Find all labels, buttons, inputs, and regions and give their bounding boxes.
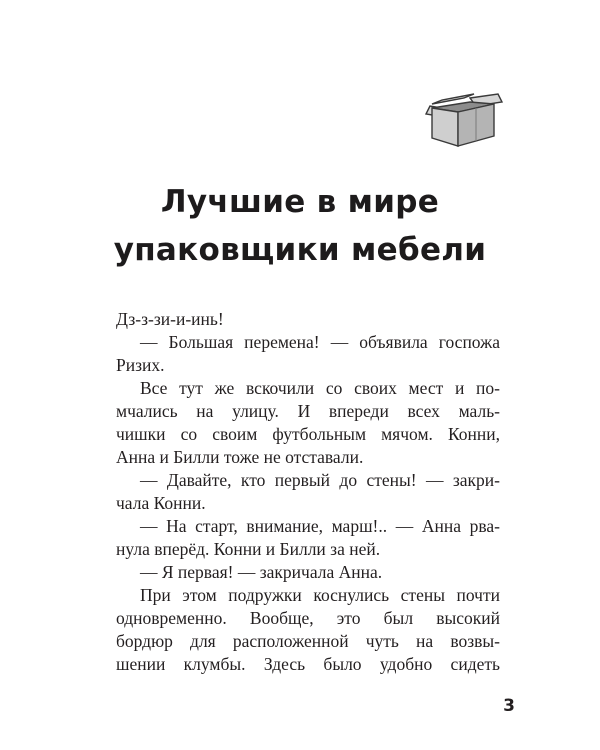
- cardboard-box-icon: [424, 92, 504, 150]
- text-line: — Давайте, кто первый до стены! — закри-: [140, 470, 500, 490]
- chapter-title-line-1: Лучшие в мире: [160, 184, 440, 220]
- text-line: бордюр для расположенной чуть на возвы-: [116, 631, 500, 651]
- text-line: одновременно. Вообще, это был высокий: [116, 608, 500, 628]
- chapter-title: [0, 178, 600, 274]
- page-number: 3: [503, 696, 515, 716]
- chapter-title-line-2: упаковщики мебели: [113, 232, 487, 268]
- text-line: — Большая перемена! — объявила госпожа: [140, 332, 500, 352]
- text-line: шении клумбы. Здесь было удобно сидеть: [116, 654, 500, 674]
- text-line: Ризих.: [116, 355, 165, 375]
- text-line: — На старт, внимание, марш!.. — Анна рва-: [140, 516, 500, 536]
- text-line: — Я первая! — закричала Анна.: [140, 562, 383, 582]
- text-line: При этом подружки коснулись стены почти: [140, 585, 500, 605]
- text-line: Все тут же вскочили со своих мест и по-: [140, 378, 500, 398]
- body-text: [116, 308, 500, 676]
- text-line: Дз-з-зи-и-инь!: [116, 309, 224, 329]
- text-line: мчались на улицу. И впереди всех маль-: [116, 401, 500, 421]
- text-line: чала Конни.: [116, 493, 206, 513]
- text-line: чишки со своим футбольным мячом. Конни,: [116, 424, 500, 444]
- text-line: Анна и Билли тоже не отставали.: [116, 447, 364, 467]
- text-line: нула вперёд. Конни и Билли за ней.: [116, 539, 381, 559]
